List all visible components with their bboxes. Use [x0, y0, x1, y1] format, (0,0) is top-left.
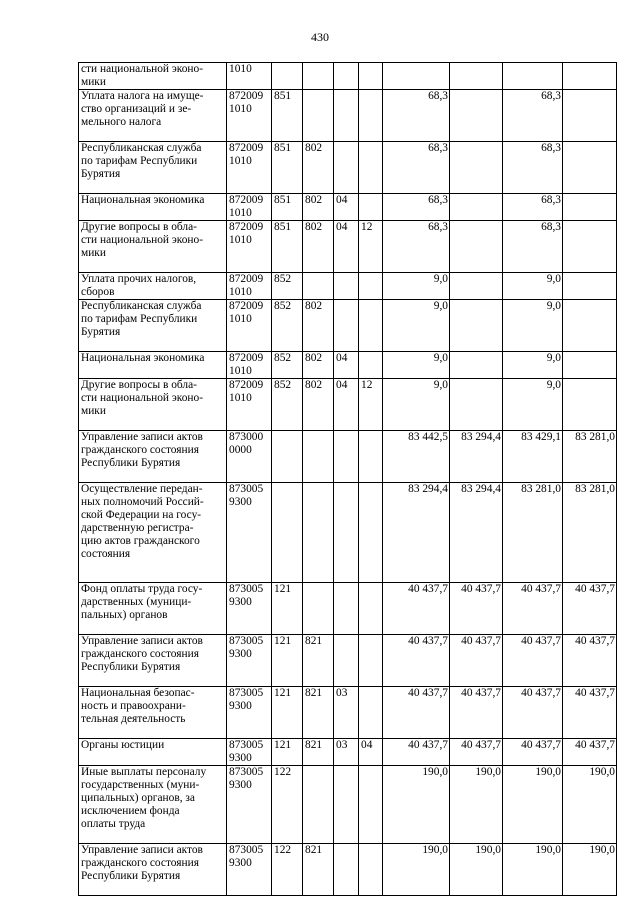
table-row: [79, 63, 617, 90]
row-name-cell: Иные выплаты персоналу государственных (муни- ципальных) органов, за исключением фонда оплаты труда: [79, 766, 227, 844]
amount-3-cell: 40 437,7: [503, 635, 563, 687]
target-code-cell: 872009 1010: [227, 142, 272, 194]
ministry-code-cell: [303, 431, 334, 483]
amount-4-cell: 40 437,7: [563, 739, 617, 766]
budget-table: [78, 62, 617, 896]
table-row: [79, 844, 617, 896]
ministry-code-cell: [303, 90, 334, 142]
table-row: [79, 583, 617, 635]
expense-type-cell: 852: [272, 379, 303, 431]
expense-type-cell: 852: [272, 352, 303, 379]
subsection-code-cell: [359, 90, 383, 142]
amount-2-cell: 40 437,7: [450, 687, 503, 739]
row-name-cell: Уплата прочих налогов, сборов: [79, 273, 227, 300]
subsection-code-cell: 12: [359, 221, 383, 273]
section-code-cell: [334, 635, 359, 687]
amount-3-cell: [503, 63, 563, 90]
target-code-cell: 872009 1010: [227, 221, 272, 273]
target-code-cell: 873005 9300: [227, 687, 272, 739]
amount-3-cell: 9,0: [503, 273, 563, 300]
amount-1-cell: 190,0: [383, 766, 450, 844]
amount-3-cell: 68,3: [503, 221, 563, 273]
amount-1-cell: 190,0: [383, 844, 450, 896]
amount-1-cell: 68,3: [383, 90, 450, 142]
table-row: [79, 739, 617, 766]
amount-2-cell: [450, 352, 503, 379]
table-row: [79, 194, 617, 221]
amount-4-cell: 190,0: [563, 844, 617, 896]
amount-2-cell: [450, 142, 503, 194]
target-code-cell: 872009 1010: [227, 194, 272, 221]
table-row: [79, 352, 617, 379]
ministry-code-cell: 821: [303, 739, 334, 766]
subsection-code-cell: [359, 431, 383, 483]
amount-2-cell: [450, 221, 503, 273]
amount-4-cell: [563, 352, 617, 379]
ministry-code-cell: 802: [303, 300, 334, 352]
amount-2-cell: 190,0: [450, 766, 503, 844]
amount-1-cell: 40 437,7: [383, 583, 450, 635]
target-code-cell: 1010: [227, 63, 272, 90]
target-code-cell: 872009 1010: [227, 300, 272, 352]
subsection-code-cell: [359, 766, 383, 844]
table-row: [79, 300, 617, 352]
subsection-code-cell: [359, 352, 383, 379]
subsection-code-cell: [359, 844, 383, 896]
amount-1-cell: 68,3: [383, 142, 450, 194]
amount-1-cell: 83 442,5: [383, 431, 450, 483]
page-number: 430: [311, 30, 329, 44]
amount-4-cell: [563, 300, 617, 352]
amount-1-cell: 68,3: [383, 194, 450, 221]
ministry-code-cell: 802: [303, 194, 334, 221]
row-name-cell: Уплата налога на имуще- ство организаций и зе- мельного налога: [79, 90, 227, 142]
ministry-code-cell: [303, 766, 334, 844]
section-code-cell: 04: [334, 379, 359, 431]
amount-3-cell: 68,3: [503, 90, 563, 142]
subsection-code-cell: 12: [359, 379, 383, 431]
amount-3-cell: 9,0: [503, 379, 563, 431]
amount-3-cell: 40 437,7: [503, 687, 563, 739]
target-code-cell: 872009 1010: [227, 352, 272, 379]
amount-3-cell: 83 281,0: [503, 483, 563, 583]
subsection-code-cell: 04: [359, 739, 383, 766]
amount-1-cell: 83 294,4: [383, 483, 450, 583]
table-row: [79, 273, 617, 300]
ministry-code-cell: 802: [303, 142, 334, 194]
subsection-code-cell: [359, 273, 383, 300]
ministry-code-cell: 802: [303, 221, 334, 273]
amount-3-cell: 190,0: [503, 766, 563, 844]
row-name-cell: Управление записи актов гражданского состояния Республики Бурятия: [79, 635, 227, 687]
section-code-cell: 04: [334, 194, 359, 221]
subsection-code-cell: [359, 300, 383, 352]
table-row: [79, 431, 617, 483]
expense-type-cell: 852: [272, 273, 303, 300]
amount-4-cell: 190,0: [563, 766, 617, 844]
amount-2-cell: [450, 379, 503, 431]
expense-type-cell: 851: [272, 194, 303, 221]
expense-type-cell: 851: [272, 221, 303, 273]
amount-2-cell: [450, 63, 503, 90]
target-code-cell: 873005 9300: [227, 635, 272, 687]
table-body: [79, 63, 617, 896]
expense-type-cell: 121: [272, 687, 303, 739]
amount-4-cell: [563, 194, 617, 221]
target-code-cell: 872009 1010: [227, 90, 272, 142]
target-code-cell: 873005 9300: [227, 844, 272, 896]
row-name-cell: Органы юстиции: [79, 739, 227, 766]
expense-type-cell: 121: [272, 635, 303, 687]
target-code-cell: 873000 0000: [227, 431, 272, 483]
table-row: [79, 483, 617, 583]
amount-1-cell: 9,0: [383, 352, 450, 379]
expense-type-cell: 851: [272, 142, 303, 194]
amount-1-cell: 9,0: [383, 300, 450, 352]
expense-type-cell: 122: [272, 766, 303, 844]
row-name-cell: Республиканская служба по тарифам Республики Бурятия: [79, 142, 227, 194]
amount-4-cell: 83 281,0: [563, 431, 617, 483]
subsection-code-cell: [359, 194, 383, 221]
ministry-code-cell: [303, 273, 334, 300]
row-name-cell: Фонд оплаты труда госу- дарственных (муници- пальных) органов: [79, 583, 227, 635]
target-code-cell: 873005 9300: [227, 739, 272, 766]
subsection-code-cell: [359, 687, 383, 739]
subsection-code-cell: [359, 583, 383, 635]
target-code-cell: 873005 9300: [227, 583, 272, 635]
ministry-code-cell: 821: [303, 687, 334, 739]
subsection-code-cell: [359, 142, 383, 194]
amount-1-cell: [383, 63, 450, 90]
amount-1-cell: 40 437,7: [383, 739, 450, 766]
expense-type-cell: 121: [272, 739, 303, 766]
amount-4-cell: 83 281,0: [563, 483, 617, 583]
amount-2-cell: [450, 300, 503, 352]
section-code-cell: [334, 273, 359, 300]
amount-2-cell: 190,0: [450, 844, 503, 896]
row-name-cell: Управление записи актов гражданского состояния Республики Бурятия: [79, 844, 227, 896]
section-code-cell: [334, 90, 359, 142]
section-code-cell: [334, 431, 359, 483]
amount-2-cell: 83 294,4: [450, 431, 503, 483]
amount-4-cell: 40 437,7: [563, 635, 617, 687]
amount-4-cell: [563, 142, 617, 194]
amount-3-cell: 40 437,7: [503, 583, 563, 635]
section-code-cell: [334, 483, 359, 583]
amount-1-cell: 40 437,7: [383, 635, 450, 687]
expense-type-cell: [272, 431, 303, 483]
ministry-code-cell: 821: [303, 844, 334, 896]
section-code-cell: [334, 766, 359, 844]
section-code-cell: 03: [334, 687, 359, 739]
table-row: [79, 90, 617, 142]
amount-3-cell: 68,3: [503, 194, 563, 221]
amount-2-cell: [450, 194, 503, 221]
table-row: [79, 766, 617, 844]
amount-1-cell: 9,0: [383, 273, 450, 300]
section-code-cell: [334, 300, 359, 352]
table-row: [79, 142, 617, 194]
table-row: [79, 221, 617, 273]
section-code-cell: [334, 142, 359, 194]
amount-2-cell: [450, 90, 503, 142]
subsection-code-cell: [359, 483, 383, 583]
amount-4-cell: [563, 379, 617, 431]
row-name-cell: Управление записи актов гражданского состояния Республики Бурятия: [79, 431, 227, 483]
target-code-cell: 872009 1010: [227, 273, 272, 300]
expense-type-cell: [272, 63, 303, 90]
table-row: [79, 635, 617, 687]
target-code-cell: 873005 9300: [227, 766, 272, 844]
row-name-cell: Республиканская служба по тарифам Республики Бурятия: [79, 300, 227, 352]
section-code-cell: [334, 583, 359, 635]
expense-type-cell: 121: [272, 583, 303, 635]
amount-4-cell: [563, 221, 617, 273]
section-code-cell: 04: [334, 352, 359, 379]
table-row: [79, 379, 617, 431]
subsection-code-cell: [359, 635, 383, 687]
amount-4-cell: [563, 273, 617, 300]
expense-type-cell: 122: [272, 844, 303, 896]
amount-1-cell: 9,0: [383, 379, 450, 431]
amount-3-cell: 68,3: [503, 142, 563, 194]
amount-1-cell: 68,3: [383, 221, 450, 273]
target-code-cell: 873005 9300: [227, 483, 272, 583]
expense-type-cell: 852: [272, 300, 303, 352]
section-code-cell: [334, 844, 359, 896]
amount-2-cell: 40 437,7: [450, 739, 503, 766]
row-name-cell: Национальная безопас- ность и правоохрани- тельная деятельность: [79, 687, 227, 739]
row-name-cell: Осуществление передан- ных полномочий Россий- ской Федерации на госу- дарственную регистра- цию актов гражданского состояния: [79, 483, 227, 583]
amount-2-cell: [450, 273, 503, 300]
row-name-cell: Национальная экономика: [79, 352, 227, 379]
amount-4-cell: 40 437,7: [563, 583, 617, 635]
amount-1-cell: 40 437,7: [383, 687, 450, 739]
section-code-cell: [334, 63, 359, 90]
amount-4-cell: [563, 90, 617, 142]
ministry-code-cell: 821: [303, 635, 334, 687]
amount-3-cell: 83 429,1: [503, 431, 563, 483]
amount-4-cell: 40 437,7: [563, 687, 617, 739]
row-name-cell: сти национальной эконо- мики: [79, 63, 227, 90]
ministry-code-cell: 802: [303, 352, 334, 379]
ministry-code-cell: [303, 483, 334, 583]
expense-type-cell: [272, 483, 303, 583]
amount-2-cell: 83 294,4: [450, 483, 503, 583]
row-name-cell: Национальная экономика: [79, 194, 227, 221]
row-name-cell: Другие вопросы в обла- сти национальной эконо- мики: [79, 379, 227, 431]
ministry-code-cell: [303, 583, 334, 635]
table-row: [79, 687, 617, 739]
amount-3-cell: 190,0: [503, 844, 563, 896]
amount-2-cell: 40 437,7: [450, 583, 503, 635]
ministry-code-cell: 802: [303, 379, 334, 431]
amount-3-cell: 9,0: [503, 352, 563, 379]
ministry-code-cell: [303, 63, 334, 90]
target-code-cell: 872009 1010: [227, 379, 272, 431]
amount-2-cell: 40 437,7: [450, 635, 503, 687]
expense-type-cell: 851: [272, 90, 303, 142]
row-name-cell: Другие вопросы в обла- сти национальной эконо- мики: [79, 221, 227, 273]
amount-4-cell: [563, 63, 617, 90]
section-code-cell: 04: [334, 221, 359, 273]
section-code-cell: 03: [334, 739, 359, 766]
amount-3-cell: 9,0: [503, 300, 563, 352]
subsection-code-cell: [359, 63, 383, 90]
amount-3-cell: 40 437,7: [503, 739, 563, 766]
